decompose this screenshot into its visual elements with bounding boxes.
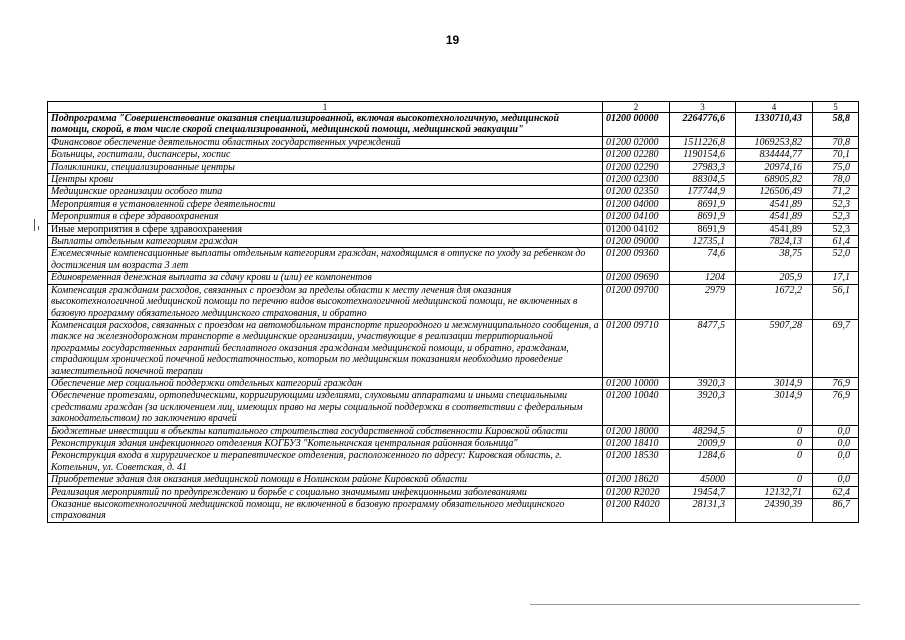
margin-mark xyxy=(34,219,35,231)
actual-amount-cell: 1069253,82 xyxy=(736,136,813,148)
description-cell: Обеспечение протезами, ортопедическими, корригирующими изделиями, слуховыми аппаратами и иными специальными средствами граждан (за исключением лиц, имеющих право на меры социальной поддержки в соответствии с федеральным законодательством) по заключению врачей xyxy=(48,390,603,425)
planned-amount-cell: 3920,3 xyxy=(670,390,736,425)
description-cell: Медицинские организации особого типа xyxy=(48,186,603,198)
actual-amount-cell: 1330710,43 xyxy=(736,113,813,137)
description-cell: Мероприятия в сфере здравоохранения xyxy=(48,211,603,223)
code-cell: 01200 02300 xyxy=(603,174,670,186)
table-row xyxy=(48,136,859,148)
code-cell: 01200 02350 xyxy=(603,186,670,198)
code-cell: 01200 18620 xyxy=(603,474,670,486)
actual-amount-cell: 1672,2 xyxy=(736,284,813,319)
budget-table xyxy=(47,101,859,523)
planned-amount-cell: 8691,9 xyxy=(670,198,736,210)
planned-amount-cell: 45000 xyxy=(670,474,736,486)
percent-cell: 75,0 xyxy=(813,161,859,173)
percent-cell: 71,2 xyxy=(813,186,859,198)
code-cell: 01200 02000 xyxy=(603,136,670,148)
actual-amount-cell: 68905,82 xyxy=(736,174,813,186)
percent-cell: 0,0 xyxy=(813,437,859,449)
header-cell: 5 xyxy=(813,102,859,113)
description-cell: Центры крови xyxy=(48,174,603,186)
planned-amount-cell: 1284,6 xyxy=(670,450,736,474)
code-cell: 01200 10040 xyxy=(603,390,670,425)
description-cell: Оказание высокотехнологичной медицинской помощи, не включенной в базовую программу обязательного медицинского страхования xyxy=(48,499,603,523)
code-cell: 01200 18410 xyxy=(603,437,670,449)
percent-cell: 62,4 xyxy=(813,486,859,498)
table-row xyxy=(48,174,859,186)
percent-cell: 78,0 xyxy=(813,174,859,186)
header-cell: 3 xyxy=(670,102,736,113)
percent-cell: 52,0 xyxy=(813,248,859,272)
planned-amount-cell: 88304,5 xyxy=(670,174,736,186)
percent-cell: 52,3 xyxy=(813,223,859,235)
planned-amount-cell: 74,6 xyxy=(670,248,736,272)
planned-amount-cell: 1511226,8 xyxy=(670,136,736,148)
description-cell: Реконструкция входа в хирургическое и терапевтическое отделения, расположенного по адресу: Кировская область, г. Котельнич, ул. Советская, д. 41 xyxy=(48,450,603,474)
planned-amount-cell: 1204 xyxy=(670,272,736,284)
description-cell: Реконструкция здания инфекционного отделения КОГБУЗ "Котельничская центральная районная больница" xyxy=(48,437,603,449)
description-cell: Единовременная денежная выплата за сдачу крови и (или) ее компонентов xyxy=(48,272,603,284)
percent-cell: 56,1 xyxy=(813,284,859,319)
percent-cell: 0,0 xyxy=(813,474,859,486)
table-row xyxy=(48,149,859,161)
code-cell: 01200 10000 xyxy=(603,377,670,389)
percent-cell: 52,3 xyxy=(813,198,859,210)
table-row xyxy=(48,390,859,425)
actual-amount-cell: 7824,13 xyxy=(736,236,813,248)
description-cell: Поликлиники, специализированные центры xyxy=(48,161,603,173)
description-cell: Компенсация расходов, связанных с проездом на автомобильном транспорте пригородного и межмуниципального сообщения, а также на железнодорожном транспорте в медицинские организации, участвующие в реализации территориальной программы государственных гарантий бесплатного оказания гражданам медицинской помощи, и обратно, гражданам, страдающим хронической почечной недостаточностью, которым по медицинским показаниям необходимо проведение заместительной почечной терапии xyxy=(48,319,603,377)
description-cell: Компенсация гражданам расходов, связанных с проездом за пределы области к месту лечения для оказания высокотехнологичной медицинской помощи по перечню видов высокотехнологичной медицинской помощи, не включенных в базовую программу обязательного медицинского страхования, и обратно xyxy=(48,284,603,319)
table-row xyxy=(48,425,859,437)
actual-amount-cell: 24390,39 xyxy=(736,499,813,523)
page-number: 19 xyxy=(445,33,460,47)
code-cell: 01200 09690 xyxy=(603,272,670,284)
planned-amount-cell: 2009,9 xyxy=(670,437,736,449)
table-row xyxy=(48,284,859,319)
planned-amount-cell: 2264776,6 xyxy=(670,113,736,137)
code-cell: 01200 02290 xyxy=(603,161,670,173)
description-cell: Ежемесячные компенсационные выплаты отдельным категориям граждан, находящимся в отпуске по уходу за ребенком до достижения им возраста 3 лет xyxy=(48,248,603,272)
description-cell: Приобретение здания для оказания медицинской помощи в Нолинском районе Кировской области xyxy=(48,474,603,486)
code-cell: 01200 09700 xyxy=(603,284,670,319)
planned-amount-cell: 48294,5 xyxy=(670,425,736,437)
table-row xyxy=(48,486,859,498)
description-cell: Подпрограмма "Совершенствование оказания специализированной, включая высокотехнологичную, медицинской помощи, скорой, в том числе скорой специализированной, медицинской помощи, медицинской эвакуации" xyxy=(48,113,603,137)
actual-amount-cell: 4541,89 xyxy=(736,198,813,210)
table-row xyxy=(48,272,859,284)
description-cell: Больницы, госпитали, диспансеры, хоспис xyxy=(48,149,603,161)
table-row xyxy=(48,248,859,272)
planned-amount-cell: 8691,9 xyxy=(670,211,736,223)
actual-amount-cell: 0 xyxy=(736,437,813,449)
table-row xyxy=(48,211,859,223)
table-row xyxy=(48,474,859,486)
code-cell: 01200 04100 xyxy=(603,211,670,223)
percent-cell: 17,1 xyxy=(813,272,859,284)
actual-amount-cell: 4541,89 xyxy=(736,211,813,223)
actual-amount-cell: 4541,89 xyxy=(736,223,813,235)
description-cell: Обеспечение мер социальной поддержки отдельных категорий граждан xyxy=(48,377,603,389)
planned-amount-cell: 19454,7 xyxy=(670,486,736,498)
description-cell: Бюджетные инвестиции в объекты капитального строительства государственной собственности Кировской области xyxy=(48,425,603,437)
table-row xyxy=(48,499,859,523)
actual-amount-cell: 0 xyxy=(736,425,813,437)
planned-amount-cell: 12735,1 xyxy=(670,236,736,248)
code-cell: 01200 09710 xyxy=(603,319,670,377)
code-cell: 01200 18530 xyxy=(603,450,670,474)
actual-amount-cell: 126506,49 xyxy=(736,186,813,198)
table-row xyxy=(48,377,859,389)
table-row xyxy=(48,450,859,474)
actual-amount-cell: 834444,77 xyxy=(736,149,813,161)
planned-amount-cell: 177744,9 xyxy=(670,186,736,198)
code-cell: 01200 04000 xyxy=(603,198,670,210)
table-row xyxy=(48,113,859,137)
percent-cell: 58,8 xyxy=(813,113,859,137)
header-cell: 1 xyxy=(48,102,603,113)
table-row xyxy=(48,223,859,235)
table-row xyxy=(48,161,859,173)
code-cell: 01200 02280 xyxy=(603,149,670,161)
description-cell: Финансовое обеспечение деятельности областных государственных учреждений xyxy=(48,136,603,148)
code-cell: 01200 R4020 xyxy=(603,499,670,523)
percent-cell: 76,9 xyxy=(813,377,859,389)
planned-amount-cell: 28131,3 xyxy=(670,499,736,523)
planned-amount-cell: 2979 xyxy=(670,284,736,319)
percent-cell: 86,7 xyxy=(813,499,859,523)
percent-cell: 0,0 xyxy=(813,425,859,437)
percent-cell: 70,8 xyxy=(813,136,859,148)
percent-cell: 61,4 xyxy=(813,236,859,248)
percent-cell: 52,3 xyxy=(813,211,859,223)
table-row xyxy=(48,186,859,198)
actual-amount-cell: 0 xyxy=(736,450,813,474)
actual-amount-cell: 38,75 xyxy=(736,248,813,272)
percent-cell: 69,7 xyxy=(813,319,859,377)
actual-amount-cell: 205,9 xyxy=(736,272,813,284)
description-cell: Выплаты отдельным категориям граждан xyxy=(48,236,603,248)
table-row xyxy=(48,198,859,210)
percent-cell: 70,1 xyxy=(813,149,859,161)
description-cell: Реализация мероприятий по предупреждению и борьбе с социально значимыми инфекционными заболеваниями xyxy=(48,486,603,498)
code-cell: 01200 09000 xyxy=(603,236,670,248)
table-row xyxy=(48,236,859,248)
footer-rule xyxy=(530,604,860,605)
header-cell: 2 xyxy=(603,102,670,113)
header-cell: 4 xyxy=(736,102,813,113)
code-cell: 01200 04102 xyxy=(603,223,670,235)
planned-amount-cell: 1190154,6 xyxy=(670,149,736,161)
code-cell: 01200 R2020 xyxy=(603,486,670,498)
actual-amount-cell: 3014,9 xyxy=(736,377,813,389)
margin-mark xyxy=(38,226,39,230)
code-cell: 01200 18000 xyxy=(603,425,670,437)
actual-amount-cell: 3014,9 xyxy=(736,390,813,425)
actual-amount-cell: 20974,16 xyxy=(736,161,813,173)
actual-amount-cell: 0 xyxy=(736,474,813,486)
table-row xyxy=(48,319,859,377)
header-row xyxy=(48,102,859,113)
description-cell: Мероприятия в установленной сфере деятельности xyxy=(48,198,603,210)
planned-amount-cell: 8691,9 xyxy=(670,223,736,235)
code-cell: 01200 09360 xyxy=(603,248,670,272)
table-row xyxy=(48,437,859,449)
planned-amount-cell: 8477,5 xyxy=(670,319,736,377)
planned-amount-cell: 3920,3 xyxy=(670,377,736,389)
description-cell: Иные мероприятия в сфере здравоохранения xyxy=(48,223,603,235)
percent-cell: 0,0 xyxy=(813,450,859,474)
actual-amount-cell: 5907,28 xyxy=(736,319,813,377)
code-cell: 01200 00000 xyxy=(603,113,670,137)
actual-amount-cell: 12132,71 xyxy=(736,486,813,498)
planned-amount-cell: 27983,3 xyxy=(670,161,736,173)
percent-cell: 76,9 xyxy=(813,390,859,425)
